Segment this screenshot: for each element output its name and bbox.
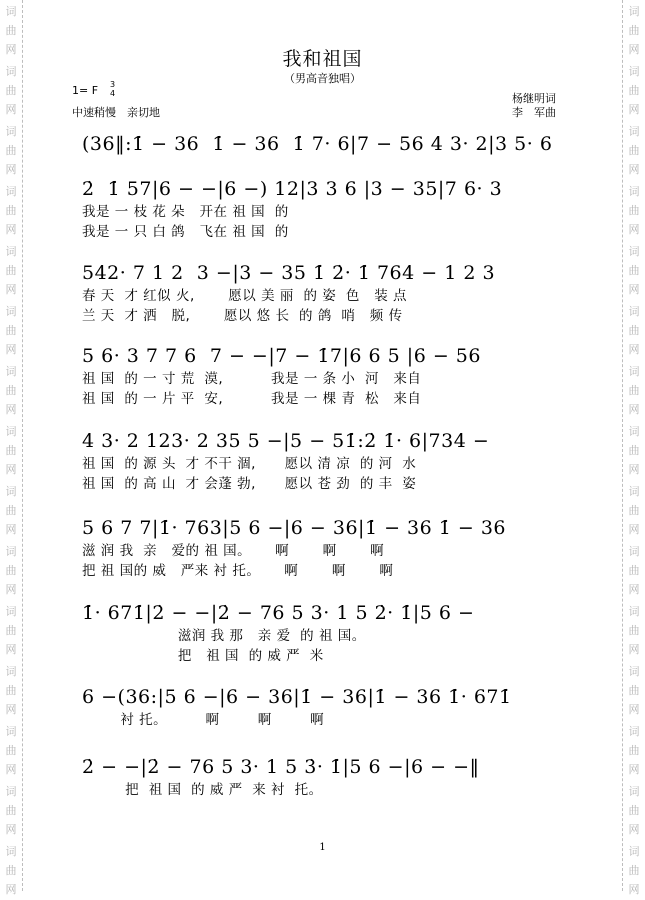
watermark-char: 词 (628, 245, 640, 258)
watermark-char: 网 (628, 523, 640, 536)
lyric-verse-2: 祖 国 的 一 片 平 安, 我是 一 棵 青 松 来自 (82, 391, 422, 407)
watermark-char: 网 (5, 523, 17, 536)
watermark-char: 词 (628, 845, 640, 858)
watermark-char: 曲 (5, 204, 17, 217)
watermark-char: 曲 (5, 324, 17, 337)
watermark-char: 网 (628, 343, 640, 356)
score-system-9 (82, 754, 572, 800)
watermark-char: 网 (5, 643, 17, 656)
watermark-char: 曲 (5, 24, 17, 37)
time-signature-bottom: 4 (110, 89, 116, 98)
lyric-verse-1: 滋润 我 那 亲 爱 的 祖 国。 (82, 628, 366, 644)
notation-line: (36‖:1̇ − 36 1̇ − 36 1̇ 7· 6|7 − 56 4 3· 2|3 5· 6 (82, 133, 553, 155)
watermark-char: 词 (5, 305, 17, 318)
watermark-char: 词 (628, 545, 640, 558)
score-system-1 (82, 131, 572, 157)
watermark-char: 曲 (628, 504, 640, 517)
lyric-verse-1: 衬 托。 啊 啊 啊 (82, 712, 325, 728)
watermark-char: 词 (5, 245, 17, 258)
tempo-marking: 中速稍慢 亲切地 (72, 106, 160, 119)
watermark-char: 词 (5, 65, 17, 78)
watermark-char: 网 (628, 43, 640, 56)
watermark-char: 网 (628, 283, 640, 296)
watermark-char: 曲 (5, 84, 17, 97)
watermark-char: 网 (5, 403, 17, 416)
watermark-char: 网 (5, 703, 17, 716)
watermark-char: 网 (5, 463, 17, 476)
watermark-char: 曲 (628, 204, 640, 217)
watermark-char: 词 (5, 725, 17, 738)
watermark-char: 曲 (5, 804, 17, 817)
watermark-char: 网 (628, 163, 640, 176)
watermark-char: 词 (628, 125, 640, 138)
watermark-char: 曲 (628, 24, 640, 37)
watermark-char: 词 (5, 485, 17, 498)
lyric-verse-1: 我是 一 枝 花 朵 开在 祖 国 的 (82, 204, 289, 220)
score-system-7 (82, 600, 572, 666)
page-number: 1 (319, 842, 326, 853)
watermark-char: 网 (5, 763, 17, 776)
watermark-char: 曲 (628, 564, 640, 577)
watermark-char: 网 (5, 163, 17, 176)
watermark-char: 曲 (5, 264, 17, 277)
watermark-char: 曲 (5, 684, 17, 697)
lyric-verse-2: 兰 天 才 洒 脱, 愿以 悠 长 的 鸽 哨 频 传 (82, 308, 403, 324)
lyricist: 杨继明词 (512, 92, 556, 105)
lyric-verse-1: 春 天 才 红似 火, 愿以 美 丽 的 姿 色 装 点 (82, 288, 407, 304)
time-signature (110, 80, 115, 98)
lyric-verse-2: 我是 一 只 白 鸽 飞在 祖 国 的 (82, 224, 289, 240)
watermark-char: 词 (628, 605, 640, 618)
watermark-char: 词 (628, 365, 640, 378)
watermark-char: 曲 (628, 864, 640, 877)
notation-line: 2̇ 1̇ 57|6 − −|6 −) 12|3 3 6 |3 − 35|7 6· 3 (82, 178, 503, 200)
watermark-char: 词 (5, 185, 17, 198)
score-system-4 (82, 343, 572, 409)
notation-line: 1̇· 671̇|2̇ − −|2̇ − 76 5 3· 1 5 2̇· 1̇|5 6 − (82, 602, 475, 624)
watermark-char: 曲 (628, 264, 640, 277)
watermark-char: 网 (628, 223, 640, 236)
score-system-2 (82, 176, 572, 242)
watermark-char: 词 (5, 665, 17, 678)
watermark-char: 网 (5, 223, 17, 236)
credits (512, 92, 556, 120)
watermark-char: 网 (628, 643, 640, 656)
watermark-char: 曲 (5, 564, 17, 577)
notation-line: 542· 7 1 2 3 −|3 − 35 1̇ 2̇· 1̇ 764 − 1 2 3 (82, 262, 496, 284)
watermark-char: 曲 (628, 144, 640, 157)
watermark-char: 曲 (5, 444, 17, 457)
watermark-char: 词 (5, 425, 17, 438)
watermark-char: 曲 (628, 804, 640, 817)
watermark-char: 曲 (5, 744, 17, 757)
watermark-char: 曲 (628, 744, 640, 757)
lyric-verse-2: 祖 国 的 高 山 才 会蓬 勃, 愿以 苍 劲 的 丰 姿 (82, 476, 417, 492)
score-system-3 (82, 260, 572, 326)
watermark-char: 词 (628, 665, 640, 678)
watermark-char: 词 (5, 845, 17, 858)
watermark-char: 词 (628, 65, 640, 78)
watermark-char: 网 (5, 283, 17, 296)
lyric-verse-1: 祖 国 的 一 寸 荒 漠, 我是 一 条 小 河 来自 (82, 371, 422, 387)
lyric-verse-1: 把 祖 国 的 威 严 来 衬 托。 (82, 782, 323, 798)
watermark-char: 网 (5, 883, 17, 896)
watermark-char: 网 (5, 103, 17, 116)
notation-line: 5 6 7 7|1̇· 763|5 6 −|6 − 36|1̇ − 36 1̇ − 36 (82, 517, 507, 539)
watermark-char: 曲 (5, 384, 17, 397)
watermark-char: 曲 (628, 444, 640, 457)
song-title: 我和祖国 (282, 48, 363, 70)
watermark-char: 词 (628, 305, 640, 318)
watermark-char: 网 (5, 43, 17, 56)
key-signature: 1= F (72, 84, 99, 97)
watermark-char: 曲 (628, 84, 640, 97)
lyric-verse-2: 把 祖 国 的 威 严 米 (82, 648, 324, 664)
score-system-6 (82, 515, 572, 581)
watermark-char: 词 (628, 725, 640, 738)
watermark-char: 网 (628, 463, 640, 476)
watermark-char: 网 (628, 763, 640, 776)
watermark-char: 词 (5, 5, 17, 18)
watermark-char: 词 (5, 365, 17, 378)
watermark-char: 词 (5, 545, 17, 558)
lyric-verse-1: 滋 润 我 亲 爱的 祖 国。 啊 啊 啊 (82, 543, 385, 559)
song-subtitle: （男高音独唱） (284, 72, 361, 85)
watermark-char: 网 (5, 343, 17, 356)
watermark-char: 曲 (628, 684, 640, 697)
watermark-char: 网 (628, 403, 640, 416)
watermark-char: 曲 (5, 144, 17, 157)
watermark-char: 网 (628, 583, 640, 596)
notation-line: 5 6· 3 7 7 6 7 − −|7 − 1̇7|6 6 5 |6 − 56 (82, 345, 481, 367)
watermark-char: 曲 (5, 504, 17, 517)
notation-line: 2̇ − −|2̇ − 76 5 3· 1 5 3̇· 1̇|5 6 −|6 − −‖ (82, 756, 480, 778)
watermark-char: 词 (628, 425, 640, 438)
watermark-char: 网 (5, 823, 17, 836)
watermark-char: 词 (628, 485, 640, 498)
watermark-char: 词 (5, 125, 17, 138)
watermark-char: 曲 (5, 864, 17, 877)
watermark-char: 词 (628, 785, 640, 798)
score-system-5 (82, 428, 572, 494)
notation-line: 4 3· 2 123· 2 35 5 −|5 − 51̇:2̇ 1̇· 6|734 − (82, 430, 490, 452)
watermark-char: 网 (628, 883, 640, 896)
composer: 李 军曲 (512, 106, 556, 119)
watermark-char: 词 (5, 785, 17, 798)
watermark-char: 曲 (628, 324, 640, 337)
notation-line: 6 −(36:|5 6 −|6 − 36|1̇ − 36|1̇ − 36 1̇· 671̇ (82, 686, 512, 708)
lyric-verse-1: 祖 国 的 源 头 才 不干 涸, 愿以 清 凉 的 河 水 (82, 456, 417, 472)
watermark-char: 网 (628, 823, 640, 836)
watermark-char: 曲 (628, 624, 640, 637)
score-system-8 (82, 684, 572, 730)
lyric-verse-2: 把 祖 国的 威 严来 衬 托。 啊 啊 啊 (82, 563, 394, 579)
watermark-char: 曲 (628, 384, 640, 397)
watermark-char: 网 (628, 703, 640, 716)
watermark-char: 词 (5, 605, 17, 618)
watermark-char: 词 (628, 5, 640, 18)
time-signature-top: 3 (110, 80, 116, 89)
watermark-char: 网 (5, 583, 17, 596)
watermark-char: 网 (628, 103, 640, 116)
watermark-char: 词 (628, 185, 640, 198)
watermark-char: 曲 (5, 624, 17, 637)
